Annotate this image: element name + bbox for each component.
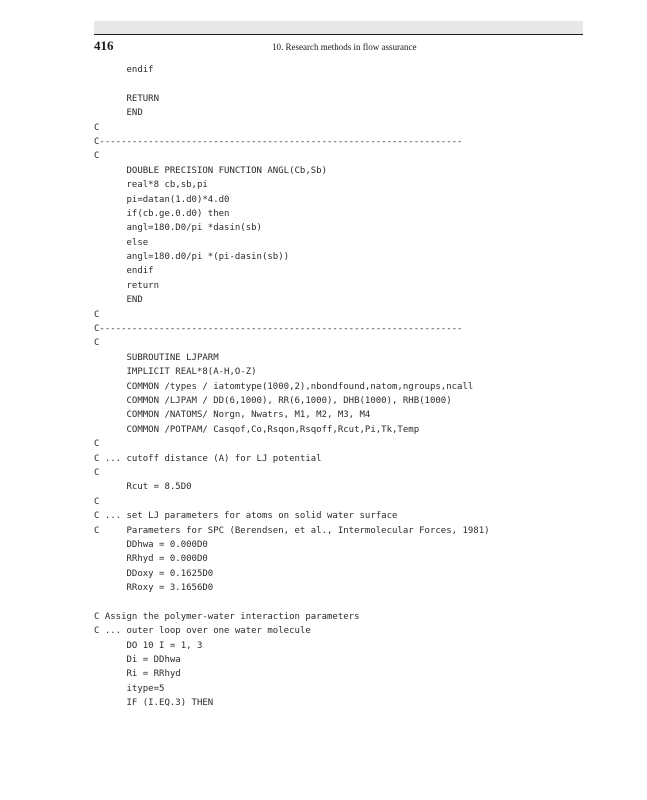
code-line: DOUBLE PRECISION FUNCTION ANGL(Cb,Sb) (94, 165, 327, 176)
code-line: DO 10 I = 1, 3 (94, 640, 203, 651)
code-line: pi=datan(1.d0)*4.d0 (94, 194, 230, 205)
code-line: C (94, 151, 100, 162)
code-line: C (94, 439, 100, 450)
code-line: C ... set LJ parameters for atoms on solid water surface (94, 511, 398, 522)
code-line: COMMON /LJPAM / DD(6,1000), RR(6,1000), DHB(1000), RHB(1000) (94, 395, 452, 406)
code-line: Di = DDhwa (94, 655, 181, 666)
code-line: DDoxy = 0.1625D0 (94, 568, 214, 579)
code-listing (94, 63, 490, 711)
code-line: RRoxy = 3.1656D0 (94, 583, 214, 594)
code-line: else (94, 237, 149, 248)
code-line: Ri = RRhyd (94, 669, 181, 680)
code-line: C (94, 496, 100, 507)
code-line: RRhyd = 0.000D0 (94, 554, 208, 565)
code-line: C Parameters for SPC (Berendsen, et al., Intermolecular Forces, 1981) (94, 525, 490, 536)
code-line: IMPLICIT REAL*8(A-H,O-Z) (94, 367, 257, 378)
code-line: END (94, 108, 143, 119)
code-line: COMMON /NATOMS/ Norgn, Nwatrs, M1, M2, M3, M4 (94, 410, 371, 421)
header-rule (94, 34, 583, 35)
code-line: Rcut = 8.5D0 (94, 482, 192, 493)
code-line: angl=180.D0/pi *dasin(sb) (94, 223, 262, 234)
code-line (94, 595, 490, 609)
code-line: C (94, 338, 100, 349)
code-line: C Assign the polymer-water interaction parameters (94, 611, 360, 622)
code-line: END (94, 295, 143, 306)
page-number: 416 (94, 38, 114, 53)
code-line: C (94, 309, 100, 320)
code-line: RETURN (94, 93, 160, 104)
code-line: endif (94, 65, 154, 75)
code-line: C (94, 122, 100, 133)
code-line: C------------------------------------------------------------------- (94, 136, 463, 147)
code-line: endif (94, 266, 154, 277)
header-band (94, 21, 583, 34)
code-line: return (94, 280, 160, 291)
code-line: angl=180.d0/pi *(pi-dasin(sb)) (94, 252, 290, 263)
code-line (94, 77, 490, 91)
code-line: C (94, 467, 100, 478)
code-line: IF (I.EQ.3) THEN (94, 698, 214, 709)
code-line: C ... outer loop over one water molecule (94, 626, 311, 637)
code-line: real*8 cb,sb,pi (94, 180, 208, 191)
code-line: C------------------------------------------------------------------- (94, 324, 463, 335)
code-line: C ... cutoff distance (A) for LJ potential (94, 453, 322, 464)
code-line: SUBROUTINE LJPARM (94, 352, 219, 363)
code-line: DDhwa = 0.000D0 (94, 539, 208, 550)
code-line: COMMON /POTPAM/ Casqof,Co,Rsqon,Rsqoff,Rcut,Pi,Tk,Temp (94, 424, 420, 435)
code-line: if(cb.ge.0.d0) then (94, 208, 230, 219)
code-line: COMMON /types / iatomtype(1000,2),nbondfound,natom,ngroups,ncall (94, 381, 474, 392)
code-line: itype=5 (94, 683, 165, 694)
running-head: 10. Research methods in flow assurance (272, 42, 417, 52)
